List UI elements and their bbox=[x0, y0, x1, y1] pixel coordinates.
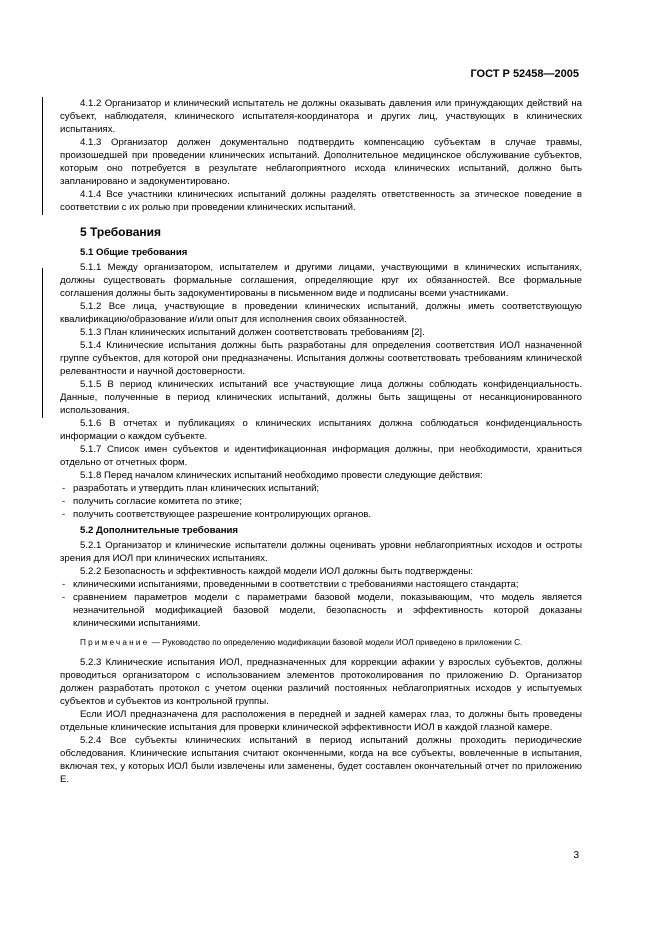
paragraph: Если ИОЛ предназначена для расположения в передней и задней камерах глаз, то должны быть проведены отдельные клинические испытания для проверки клинической эффективности ИОЛ в каждой глазной камере. bbox=[60, 709, 582, 734]
page-number: 3 bbox=[573, 850, 579, 861]
paragraph: 5.1.2 Все лица, участвующие в проведении клинических испытаний, должны иметь соответствующую квалификацию/образование и/или опыт для исполнения своих обязанностей. bbox=[60, 300, 582, 325]
note-label: Примечание bbox=[80, 637, 150, 647]
list-item: - сравнением параметров модели с параметрами базовой модели, показывающим, что модель является незначительной модификацией базовой модели, безопасность и эффективность которой доказаны клиническими испытаниями. bbox=[60, 591, 582, 630]
subsection-heading: 5.2 Дополнительные требования bbox=[80, 525, 238, 537]
paragraph: 4.1.3 Организатор должен документально подтвердить компенсацию субъектам в случае травмы, произошедшей при проведении клинических испытаний. Дополнительное медицинское обслуживание субъектов, которым оно потребуется в результате неблагоприятного исхода клинических испытаний, должно быть запланировано и задокументировано. bbox=[60, 137, 582, 188]
note-text: — Руководство по определению модификации базовой модели ИОЛ приведено в приложении С. bbox=[149, 637, 523, 647]
paragraph: 5.2.1 Организатор и клинические испытатели должны оценивать уровни неблагоприятных исходов и остроты зрения для ИОЛ при клинических испытаниях. bbox=[60, 539, 582, 564]
subsection-heading: 5.1 Общие требования bbox=[80, 247, 188, 259]
change-bar bbox=[42, 268, 43, 418]
paragraph: 5.2.4 Все субъекты клинических испытаний в период испытаний должны проходить периодические обследования. Клинические испытания считают оконченными, когда на все субъекты, вовлеченные в испытания, включая тех, у которых ИОЛ были извлечены или заменены, будет составлен окончательный отчет по приложению Е. bbox=[60, 735, 582, 786]
paragraph: 5.1.4 Клинические испытания должны быть разработаны для определения соответствия ИОЛ назначенной группе субъектов, для которой они предназначены. Испытания должны соответствовать требованиям клинической релевантности и научной достоверности. bbox=[60, 339, 582, 377]
note bbox=[60, 637, 582, 648]
section-heading: 5 Требования bbox=[80, 225, 161, 240]
paragraph: 5.1.7 Список имен субъектов и идентификационная информация должны, при необходимости, храниться отдельно от отчетных форм. bbox=[60, 444, 582, 469]
list-item: - разработать и утвердить план клинических испытаний; bbox=[60, 482, 582, 495]
document-id: ГОСТ Р 52458—2005 bbox=[470, 68, 579, 80]
paragraph: 5.1.8 Перед началом клинических испытаний необходимо провести следующие действия: bbox=[80, 470, 483, 482]
paragraph: 5.1.3 План клинических испытаний должен соответствовать требованиям [2]. bbox=[80, 326, 425, 338]
paragraph: 5.2.3 Клинические испытания ИОЛ, предназначенных для коррекции афакии у взрослых субъектов, должны проводиться организатором с использованием элементов протоколирования по приложению D. Организатор должен разработать протокол с учетом оценки различий постоянных неблагоприятных исходов у испытуемых субъектов и субъектов из контрольной группы. bbox=[60, 656, 582, 707]
list-item: - получить соответствующее разрешение контролирующих органов. bbox=[60, 508, 582, 521]
paragraph: 5.2.2 Безопасность и эффективность каждой модели ИОЛ должны быть подтверждены: bbox=[80, 565, 474, 577]
document-body bbox=[60, 97, 582, 786]
list-item: - клиническими испытаниями, проведенными в соответствии с требованиями настоящего стандарта; bbox=[60, 578, 582, 591]
change-bar bbox=[42, 97, 43, 215]
paragraph: 5.1.6 В отчетах и публикациях о клинических испытаниях должна соблюдаться конфиденциальность информации о каждом субъекте. bbox=[60, 418, 582, 443]
paragraph: 4.1.2 Организатор и клинический испытатель не должны оказывать давления или принуждающих действий на субъект, наблюдателя, клинического испытателя-координатора и других лиц, участвующих в клинических испытаниях. bbox=[60, 98, 582, 136]
paragraph: 4.1.4 Все участники клинических испытаний должны разделять ответственность за этическое поведение в соответствии с их ролью при проведении клинических испытаний. bbox=[60, 189, 582, 214]
paragraph: 5.1.1 Между организатором, испытателем и другими лицами, участвующими в клинических испытаниях, должны существовать формальные соглашения, определяющие круг их обязанностей. Все формальные соглашения должны быть задокументированы в письменном виде и подписаны всеми участниками. bbox=[60, 261, 582, 299]
paragraph: 5.1.5 В период клинических испытаний все участвующие лица должны соблюдать конфиденциальность. Данные, полученные в период клинических испытаний, должны быть защищены от несанкционированного использования. bbox=[60, 378, 582, 417]
list-item: - получить согласие комитета по этике; bbox=[60, 495, 582, 508]
